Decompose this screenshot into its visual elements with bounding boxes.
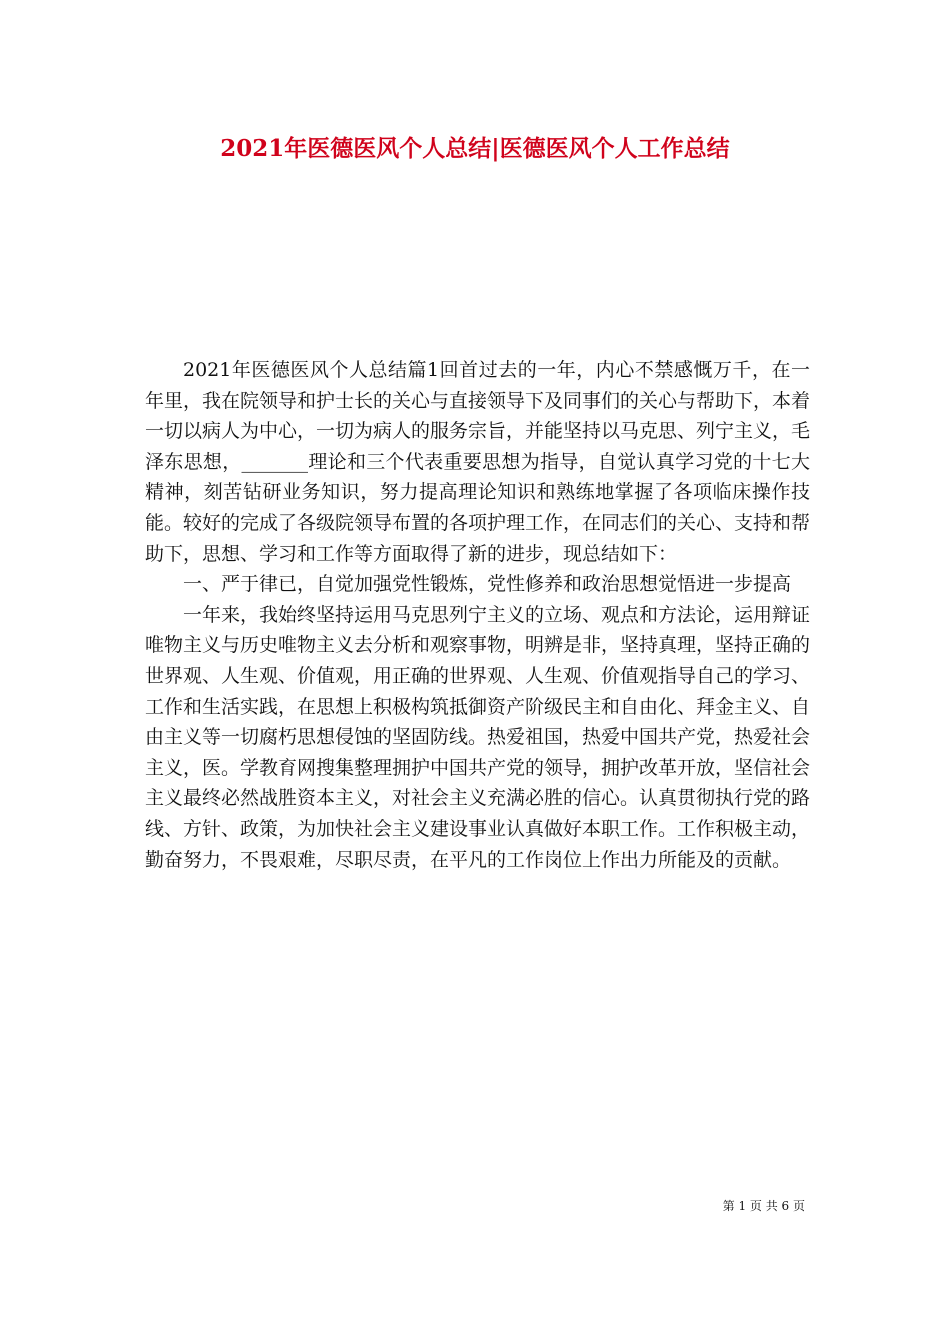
- document-title: 2021年医德医风个人总结|医德医风个人工作总结: [220, 135, 730, 162]
- document-body: [145, 355, 810, 875]
- paragraph-section-body: 一年来，我始终坚持运用马克思列宁主义的立场、观点和方法论，运用辩证唯物主义与历史唯物主义去分析和观察事物，明辨是非，坚持真理，坚持正确的世界观、人生观、价值观，用正确的世界观、人生观、价值观指导自己的学习、工作和生活实践，在思想上积极构筑抵御资产阶级民主和自由化、拜金主义、自由主义等一切腐朽思想侵蚀的坚固防线。热爱祖国，热爱中国共产党，热爱社会主义，医。学教育网搜集整理拥护中国共产党的领导，拥护改革开放，坚信社会主义最终必然战胜资本主义，对社会主义充满必胜的信心。认真贯彻执行党的路线、方针、政策，为加快社会主义建设事业认真做好本职工作。工作积极主动，勤奋努力，不畏艰难，尽职尽责，在平凡的工作岗位上作出力所能及的贡献。: [145, 603, 811, 871]
- page-number-footer: 第 1 页 共 6 页: [722, 1199, 805, 1213]
- paragraph-section-heading: 一、严于律已，自觉加强党性锻炼，党性修养和政治思想觉悟进一步提高: [183, 573, 792, 596]
- paragraph-intro: 2021年医德医风个人总结篇1回首过去的一年，内心不禁感慨万千，在一年里，我在院领导和护士长的关心与直接领导下及同事们的关心与帮助下，本着一切以病人为中心，一切为病人的服务宗旨，并能坚持以马克思、列宁主义，毛泽东思想，_______理论和三个代表重要思想为指导，自觉认真学习党的十七大精神，刻苦钻研业务知识，努力提高理论知识和熟练地掌握了各项临床操作技能。较好的完成了各级院领导布置的各项护理工作，在同志们的关心、支持和帮助下，思想、学习和工作等方面取得了新的进步，现总结如下：: [145, 359, 811, 565]
